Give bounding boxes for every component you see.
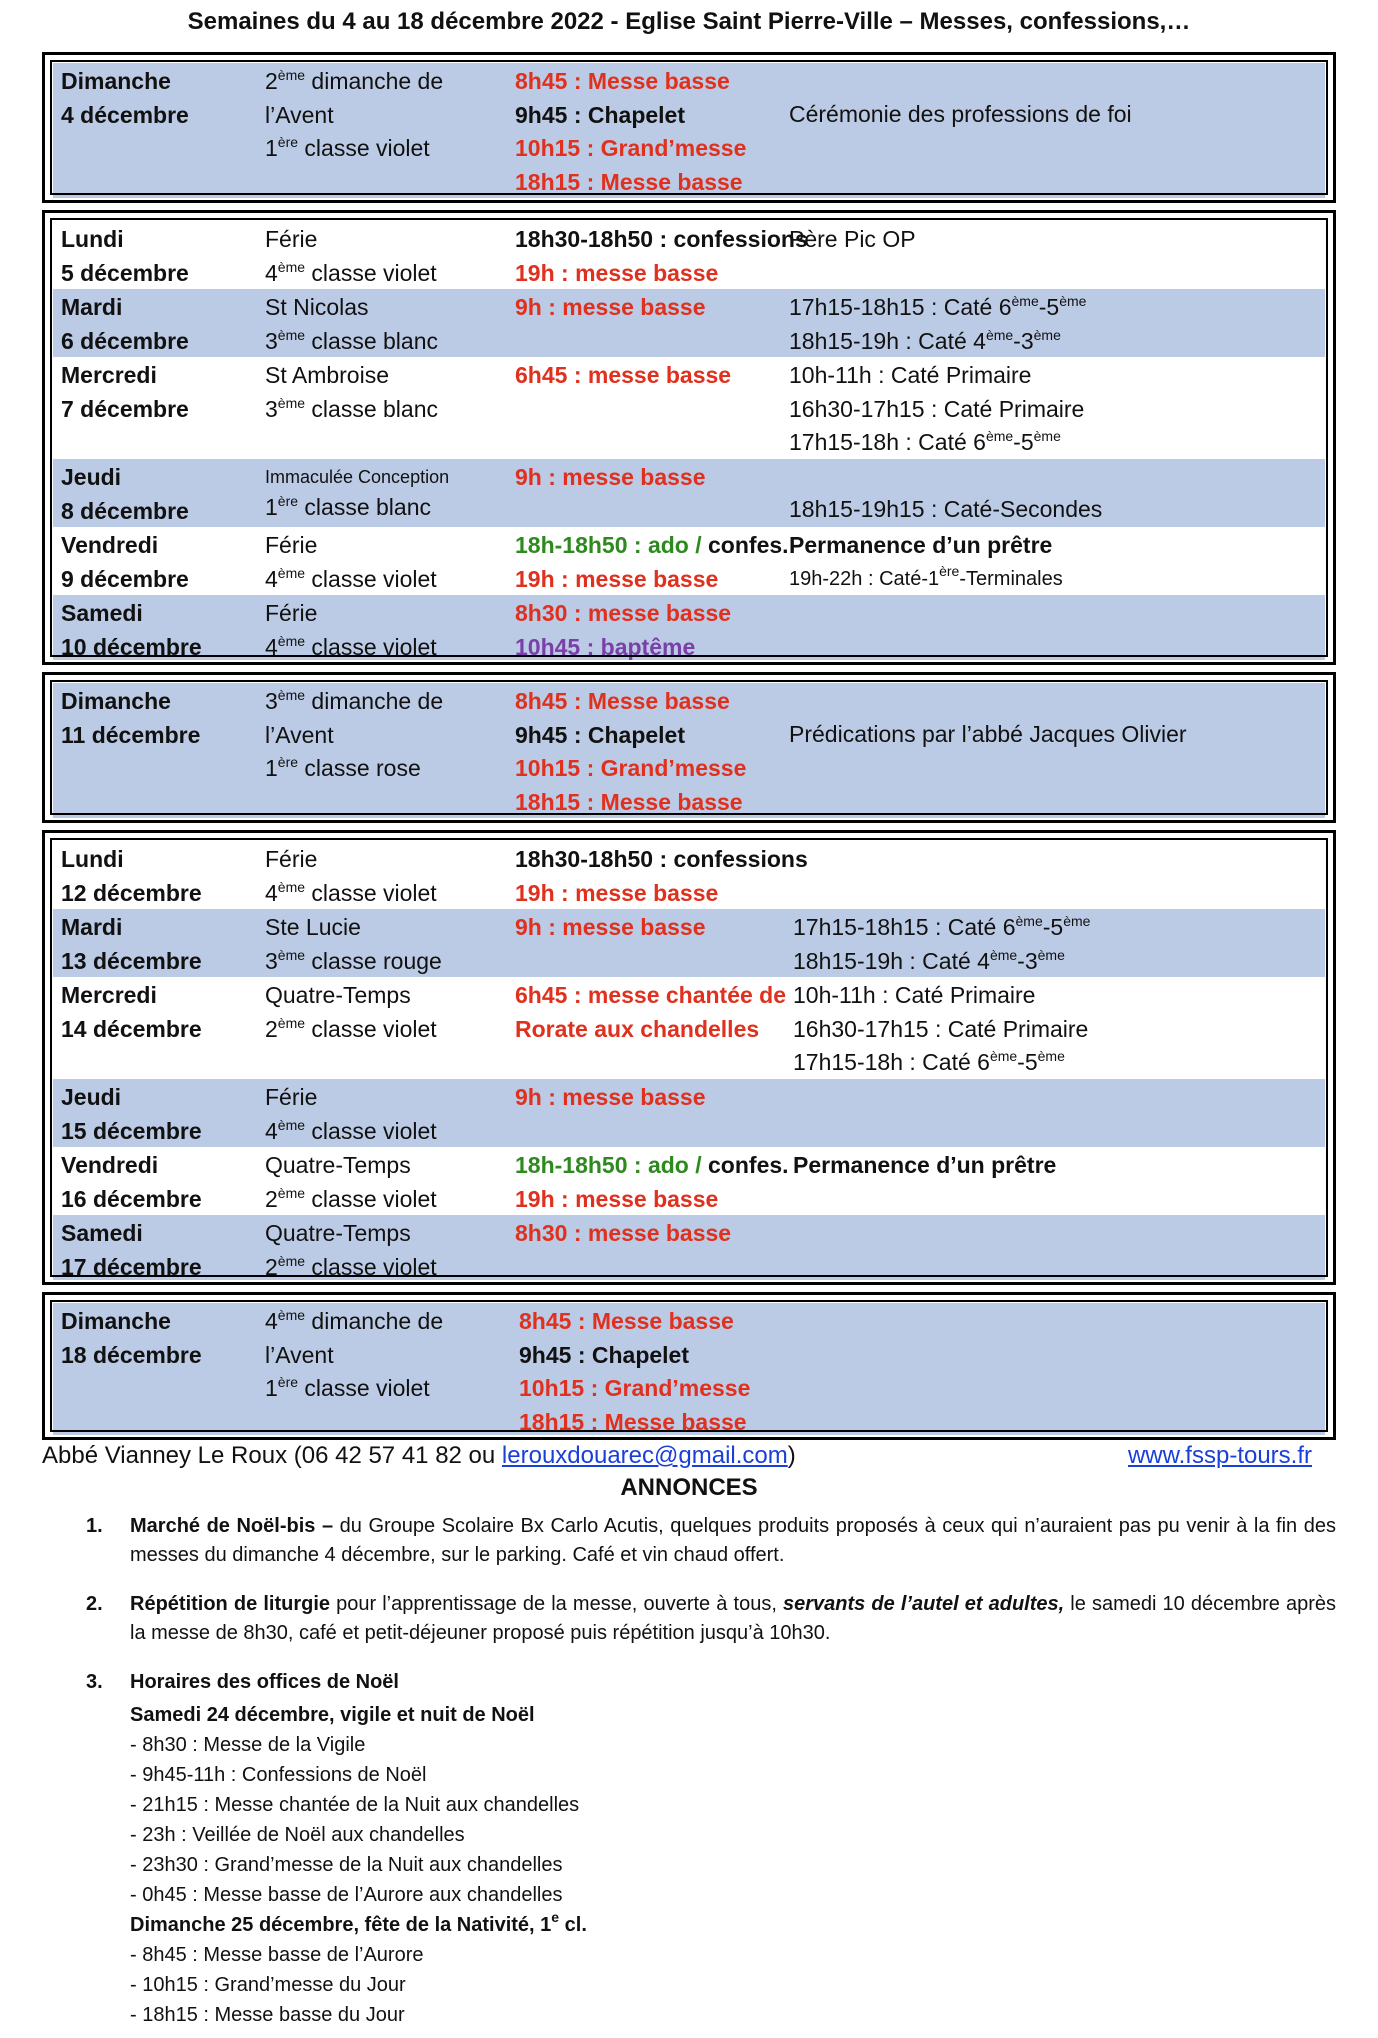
contact-line xyxy=(42,1442,1336,1470)
schedule-item: - 10h15 : Grand’messe du Jour xyxy=(130,1974,406,1996)
liturgy-line: 3ème dimanche de xyxy=(265,687,444,714)
liturgy-line: Férie xyxy=(265,1084,318,1110)
schedule-item: 8h30 : messe basse xyxy=(515,1220,732,1246)
liturgy-class: 2ème classe violet xyxy=(265,1014,437,1042)
schedule-item: 18h15 : Messe basse xyxy=(515,788,743,815)
schedule-item: 10h15 : Grand’messe xyxy=(519,1375,751,1401)
day-date: 12 décembre xyxy=(61,879,202,906)
day-name: Dimanche xyxy=(61,1308,171,1334)
contact-text: ) xyxy=(787,1442,796,1469)
announcement-number: 2. xyxy=(86,1593,103,1615)
schedule-item: 9h : messe basse xyxy=(515,464,706,490)
note: 18h15-19h15 : Caté-Secondes xyxy=(789,495,1103,522)
day-name: Mardi xyxy=(61,294,123,320)
note: 19h-22h : Caté-1ère-Terminales xyxy=(789,562,1063,590)
day-row xyxy=(53,909,1325,977)
announcement-heading: Marché de Noël-bis – xyxy=(130,1515,334,1537)
day-name: Dimanche xyxy=(61,688,171,714)
schedule-item: - 9h45-11h : Confessions de Noël xyxy=(130,1764,427,1786)
schedule-item: Rorate aux chandelles xyxy=(515,1015,760,1042)
contact-text: Abbé Vianney Le Roux (06 42 57 41 82 ou xyxy=(42,1442,502,1469)
day-date: 9 décembre xyxy=(61,565,189,592)
note: 10h-11h : Caté Primaire xyxy=(793,982,1036,1008)
sunday-18-row xyxy=(53,1303,1325,1435)
day-row xyxy=(53,1215,1325,1280)
day-row xyxy=(53,221,1325,289)
day-name: Dimanche xyxy=(61,68,171,94)
sunday-4-box xyxy=(42,52,1336,203)
note: Cérémonie des professions de foi xyxy=(789,101,1132,127)
schedule-item: 10h15 : Grand’messe xyxy=(515,135,747,161)
schedule-item: 19h : messe basse xyxy=(515,565,719,592)
note: 18h15-19h : Caté 4ème-3ème xyxy=(793,946,1065,974)
liturgy-line: 2ème dimanche de xyxy=(265,67,444,94)
day-date: 13 décembre xyxy=(61,947,202,974)
schedule-item: 9h : messe basse xyxy=(515,1084,706,1110)
announcement-text: pour l’apprentissage de la messe, ouverte à tous, xyxy=(330,1593,783,1615)
day-name: Vendredi xyxy=(61,1152,159,1178)
announcements-title: ANNONCES xyxy=(620,1474,758,1501)
week-2-box xyxy=(42,830,1336,1285)
schedule-item: - 18h15 : Messe basse du Jour xyxy=(130,2004,405,2026)
schedule-item: 9h45 : Chapelet xyxy=(515,721,685,748)
liturgy-class: 4ème classe violet xyxy=(265,564,437,592)
day-row xyxy=(53,1079,1325,1147)
schedule-item: 19h : messe basse xyxy=(515,259,719,286)
note: Permanence d’un prêtre xyxy=(789,532,1053,558)
note: Permanence d’un prêtre xyxy=(793,1152,1057,1178)
liturgy-line: Férie xyxy=(265,846,318,872)
note: 17h15-18h : Caté 6ème-5ème xyxy=(793,1048,1065,1075)
schedule-item: 6h45 : messe chantée de xyxy=(515,982,787,1008)
liturgy-class: 1ère classe blanc xyxy=(265,492,431,520)
day-date: 14 décembre xyxy=(61,1015,202,1042)
schedule-heading: Samedi 24 décembre, vigile et nuit de Noël xyxy=(130,1704,535,1726)
note: 16h30-17h15 : Caté Primaire xyxy=(793,1015,1089,1042)
email-link[interactable]: lerouxdouarec@gmail.com xyxy=(501,1442,788,1469)
schedule-item: 18h-18h50 : ado / confes. xyxy=(515,532,789,558)
schedule-item: 18h15 : Messe basse xyxy=(519,1408,747,1435)
announcement-number: 3. xyxy=(86,1671,103,1693)
liturgy-class: 2ème classe violet xyxy=(265,1252,437,1280)
liturgy-class: 3ème classe blanc xyxy=(265,326,438,354)
day-date: 18 décembre xyxy=(61,1341,202,1368)
day-date: 8 décembre xyxy=(61,497,189,524)
announcement-number: 1. xyxy=(86,1515,103,1537)
sunday-4-row xyxy=(53,63,1325,198)
day-name: Jeudi xyxy=(61,1084,122,1110)
page-title: Semaines du 4 au 18 décembre 2022 - Eglise Saint Pierre-Ville – Messes, confessions,… xyxy=(187,8,1191,35)
day-name: Samedi xyxy=(61,600,143,626)
day-row xyxy=(53,289,1325,357)
sunday-18-box xyxy=(42,1292,1336,1440)
schedule-heading: Dimanche 25 décembre, fête de la Nativité, 1e cl. xyxy=(130,1909,587,1936)
schedule-item: 19h : messe basse xyxy=(515,879,719,906)
day-date: 5 décembre xyxy=(61,259,189,286)
day-name: Mercredi xyxy=(61,982,157,1008)
day-row xyxy=(53,1147,1325,1215)
day-name: Samedi xyxy=(61,1220,143,1246)
note: Prédications par l’abbé Jacques Olivier xyxy=(789,721,1187,747)
liturgy-line: l’Avent xyxy=(265,101,334,128)
schedule-item: 10h45 : baptême xyxy=(515,633,696,660)
liturgy-class: 4ème classe violet xyxy=(265,258,437,286)
liturgy-class: 4ème classe violet xyxy=(265,878,437,906)
schedule-item: 18h30-18h50 : confessions xyxy=(515,846,808,872)
note: 16h30-17h15 : Caté Primaire xyxy=(789,395,1085,422)
website-link[interactable]: www.fssp-tours.fr xyxy=(1127,1442,1312,1469)
liturgy-line: Férie xyxy=(265,600,318,626)
day-name: Lundi xyxy=(61,846,124,872)
liturgy-line: Férie xyxy=(265,226,318,252)
day-name: Vendredi xyxy=(61,532,159,558)
note: 17h15-18h : Caté 6ème-5ème xyxy=(789,428,1061,455)
schedule-item: - 23h30 : Grand’messe de la Nuit aux chandelles xyxy=(130,1854,563,1876)
liturgy-line: Ste Lucie xyxy=(265,914,361,940)
schedule-item: 8h45 : Messe basse xyxy=(515,688,730,714)
schedule-item: - 0h45 : Messe basse de l’Aurore aux chandelles xyxy=(130,1884,563,1906)
day-row xyxy=(53,459,1325,527)
day-name: Lundi xyxy=(61,226,124,252)
schedule-item: - 23h : Veillée de Noël aux chandelles xyxy=(130,1824,465,1846)
day-row xyxy=(53,527,1325,595)
schedule-item: 18h30-18h50 : confessions xyxy=(515,226,808,252)
note: Père Pic OP xyxy=(789,226,916,252)
schedule-item: - 8h45 : Messe basse de l’Aurore xyxy=(130,1944,424,1966)
day-row xyxy=(53,357,1325,459)
schedule-item: 9h45 : Chapelet xyxy=(515,101,685,128)
liturgy-line: Férie xyxy=(265,532,318,558)
liturgy-line: St Nicolas xyxy=(265,294,369,320)
schedule-item: 19h : messe basse xyxy=(515,1185,719,1212)
liturgy-line: Immaculée Conception xyxy=(265,467,450,487)
day-name: Mercredi xyxy=(61,362,157,388)
day-date: 6 décembre xyxy=(61,327,189,354)
announcement-heading: Répétition de liturgie xyxy=(130,1593,330,1615)
liturgy-line: 4ème dimanche de xyxy=(265,1307,444,1334)
day-row xyxy=(53,977,1325,1079)
schedule-item: - 21h15 : Messe chantée de la Nuit aux chandelles xyxy=(130,1794,580,1816)
note: 17h15-18h15 : Caté 6ème-5ème xyxy=(789,293,1087,320)
day-date: 16 décembre xyxy=(61,1185,202,1212)
day-date: 7 décembre xyxy=(61,395,189,422)
liturgy-class: 1ère classe violet xyxy=(265,134,430,161)
announcement-heading: Horaires des offices de Noël xyxy=(130,1671,399,1693)
christmas-schedule xyxy=(130,1700,587,2030)
day-name: Mardi xyxy=(61,914,123,940)
day-date: 17 décembre xyxy=(61,1253,202,1280)
schedule-item: 6h45 : messe basse xyxy=(515,362,732,388)
day-row xyxy=(53,841,1325,909)
schedule-item: - 8h30 : Messe de la Vigile xyxy=(130,1734,366,1756)
day-date: 11 décembre xyxy=(61,721,201,748)
schedule-item: 18h-18h50 : ado / confes. xyxy=(515,1152,789,1178)
liturgy-line: Quatre-Temps xyxy=(265,1152,411,1178)
schedule-item: 9h45 : Chapelet xyxy=(519,1341,689,1368)
sunday-11-row xyxy=(53,683,1325,818)
note: 10h-11h : Caté Primaire xyxy=(789,362,1032,388)
announcement-emphasis: servants de l’autel et adultes, xyxy=(783,1593,1065,1615)
note: 18h15-19h : Caté 4ème-3ème xyxy=(789,326,1061,354)
liturgy-line: Quatre-Temps xyxy=(265,1220,411,1246)
schedule-item: 10h15 : Grand’messe xyxy=(515,755,747,781)
schedule-item: 8h45 : Messe basse xyxy=(519,1308,734,1334)
liturgy-class: 2ème classe violet xyxy=(265,1184,437,1212)
liturgy-class: 3ème classe blanc xyxy=(265,394,438,422)
liturgy-class: 4ème classe violet xyxy=(265,632,437,660)
day-date: 4 décembre xyxy=(61,101,189,128)
liturgy-class: 1ère classe rose xyxy=(265,754,421,781)
liturgy-line: St Ambroise xyxy=(265,362,389,388)
sunday-11-box xyxy=(42,672,1336,823)
announcement-text: du Groupe Scolaire Bx Carlo Acutis, quelques produits proposés à ceux qui n’auraient pas pu venir à la fin des messes du dimanche 4 décembre, sur le parking. Café et vin chaud offert. xyxy=(130,1515,1336,1566)
note: 17h15-18h15 : Caté 6ème-5ème xyxy=(793,913,1091,940)
week-1-box xyxy=(42,210,1336,665)
schedule-item: 9h : messe basse xyxy=(515,294,706,320)
liturgy-class: 1ère classe violet xyxy=(265,1374,430,1401)
schedule-item: 8h30 : messe basse xyxy=(515,600,732,626)
day-date: 10 décembre xyxy=(61,633,202,660)
day-date: 15 décembre xyxy=(61,1117,202,1144)
announcement-text: le samedi 10 décembre après la messe de 8h30, café et petit-déjeuner proposé puis répétition jusqu’à 10h30. xyxy=(130,1593,1336,1644)
liturgy-line: Quatre-Temps xyxy=(265,982,411,1008)
day-row xyxy=(53,595,1325,660)
day-name: Jeudi xyxy=(61,464,122,490)
liturgy-line: l’Avent xyxy=(265,1341,334,1368)
schedule-item: 9h : messe basse xyxy=(515,914,706,940)
schedule-item: 8h45 : Messe basse xyxy=(515,68,730,94)
liturgy-class: 4ème classe violet xyxy=(265,1116,437,1144)
schedule-item: 18h15 : Messe basse xyxy=(515,168,743,195)
liturgy-line: l’Avent xyxy=(265,721,334,748)
liturgy-class: 3ème classe rouge xyxy=(265,946,442,974)
